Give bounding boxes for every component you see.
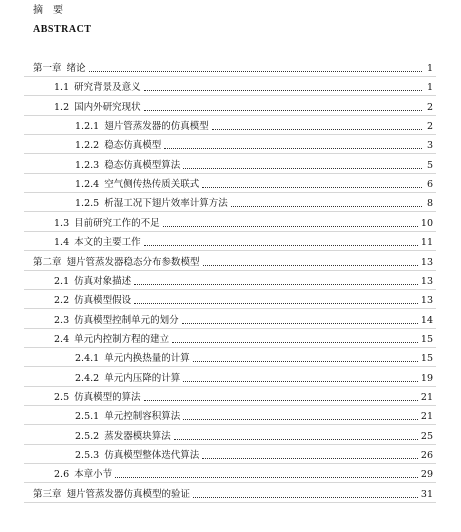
toc-leader-dots	[231, 205, 422, 207]
toc-leader-dots	[212, 128, 422, 130]
toc-entry[interactable]	[75, 448, 433, 462]
toc-leader-dots	[202, 457, 418, 459]
toc-entry[interactable]	[54, 100, 433, 114]
row-separator	[24, 95, 436, 96]
toc-entry[interactable]	[75, 119, 433, 133]
toc-entry-page: 2	[426, 102, 433, 113]
row-separator	[24, 153, 436, 154]
toc-entry-page: 31	[420, 489, 433, 500]
toc-entry-number: 2.4.1	[75, 353, 100, 364]
toc-leader-dots	[172, 341, 418, 343]
toc-entry[interactable]	[75, 429, 433, 443]
toc-entry-number: 2.1	[54, 276, 70, 287]
toc-entry-title: 国内外研究现状	[74, 102, 141, 113]
row-separator	[24, 76, 436, 77]
row-separator	[24, 328, 436, 329]
row-separator	[24, 502, 436, 503]
toc-entry-page: 8	[426, 198, 433, 209]
toc-entry-title: 翅片管蒸发器的仿真模型	[104, 121, 209, 132]
toc-entry-page: 5	[426, 160, 433, 171]
toc-entry[interactable]	[54, 80, 433, 94]
toc-entry-number: 1.2	[54, 102, 70, 113]
toc-entry[interactable]	[54, 274, 433, 288]
toc-leader-dots	[134, 283, 418, 285]
toc-leader-dots	[89, 70, 422, 72]
toc-entry-page: 6	[426, 179, 433, 190]
row-separator	[24, 424, 436, 425]
row-separator	[24, 463, 436, 464]
toc-entry-number: 2.5.2	[75, 431, 100, 442]
toc-entry-number: 第一章	[33, 63, 62, 74]
toc-entry-title: 研究背景及意义	[74, 82, 141, 93]
toc-leader-dots	[144, 399, 418, 401]
toc-leader-dots	[144, 109, 422, 111]
row-separator	[24, 366, 436, 367]
toc-entry-title: 仿真模型控制单元的划分	[74, 315, 179, 326]
toc-entry-page: 15	[420, 334, 433, 345]
row-separator	[24, 289, 436, 290]
toc-entry-page: 1	[426, 63, 433, 74]
toc-entry-number: 2.4.2	[75, 373, 100, 384]
toc-leader-dots	[193, 360, 418, 362]
toc-entry-number: 1.1	[54, 82, 70, 93]
toc-entry[interactable]	[54, 216, 433, 230]
row-separator	[24, 347, 436, 348]
toc-leader-dots	[183, 418, 418, 420]
toc-entry-number: 2.4	[54, 334, 70, 345]
toc-entry-page: 21	[420, 411, 433, 422]
toc-entry[interactable]	[33, 487, 433, 501]
toc-leader-dots	[183, 380, 418, 382]
toc-entry[interactable]	[75, 177, 433, 191]
toc-leader-dots	[202, 186, 422, 188]
toc-entry-page: 10	[420, 218, 433, 229]
toc-entry-page: 1	[426, 82, 433, 93]
toc-entry-page: 29	[420, 469, 433, 480]
toc-entry-title: 仿真对象描述	[74, 276, 132, 287]
abstract-en-heading: ABSTRACT	[33, 24, 92, 35]
row-separator	[24, 134, 436, 135]
toc-entry-number: 1.2.3	[75, 160, 100, 171]
toc-entry-number: 2.2	[54, 295, 70, 306]
toc-leader-dots	[134, 302, 418, 304]
row-separator	[24, 405, 436, 406]
toc-entry-title: 蒸发器模块算法	[104, 431, 171, 442]
toc-entry-number: 1.2.5	[75, 198, 100, 209]
row-separator	[24, 386, 436, 387]
toc-entry[interactable]	[54, 313, 433, 327]
toc-entry[interactable]	[54, 390, 433, 404]
toc-entry-title: 仿真模型的算法	[74, 392, 141, 403]
row-separator	[24, 482, 436, 483]
row-separator	[24, 211, 436, 212]
toc-entry-page: 13	[420, 295, 433, 306]
toc-leader-dots	[163, 225, 418, 227]
toc-leader-dots	[182, 322, 418, 324]
toc-entry-number: 1.4	[54, 237, 70, 248]
row-separator	[24, 231, 436, 232]
toc-entry-title: 单元内压降的计算	[104, 373, 181, 384]
toc-entry[interactable]	[75, 138, 433, 152]
toc-entry-page: 26	[420, 450, 433, 461]
toc-entry[interactable]	[54, 293, 433, 307]
toc-entry-title: 绪论	[66, 63, 86, 74]
toc-leader-dots	[203, 264, 418, 266]
row-separator	[24, 308, 436, 309]
toc-entry-number: 2.3	[54, 315, 70, 326]
toc-entry-number: 1.2.1	[75, 121, 100, 132]
row-separator	[24, 173, 436, 174]
row-separator	[24, 444, 436, 445]
toc-entry[interactable]	[54, 332, 433, 346]
toc-entry-number: 2.6	[54, 469, 70, 480]
toc-entry-title: 翅片管蒸发器稳态分布参数模型	[66, 257, 200, 268]
row-separator	[24, 270, 436, 271]
toc-entry-title: 目前研究工作的不足	[74, 218, 160, 229]
toc-entry-title: 仿真模型假设	[74, 295, 132, 306]
toc-entry-number: 1.2.2	[75, 140, 100, 151]
toc-entry-number: 2.5	[54, 392, 70, 403]
toc-entry-title: 稳态仿真模型算法	[104, 160, 181, 171]
toc-leader-dots	[174, 438, 418, 440]
toc-entry-page: 13	[420, 257, 433, 268]
toc-entry-number: 1.2.4	[75, 179, 100, 190]
abstract-cn-heading: 摘 要	[33, 5, 63, 16]
toc-entry-title: 本文的主要工作	[74, 237, 141, 248]
toc-leader-dots	[144, 89, 422, 91]
row-separator	[24, 192, 436, 193]
toc-entry-title: 单元内控制方程的建立	[74, 334, 170, 345]
toc-entry-page: 19	[420, 373, 433, 384]
toc-leader-dots	[183, 167, 422, 169]
toc-entry-title: 本章小节	[74, 469, 113, 480]
toc-entry-page: 14	[420, 315, 433, 326]
toc-entry[interactable]	[54, 467, 433, 481]
toc-entry-number: 第二章	[33, 257, 62, 268]
toc-entry[interactable]	[75, 196, 433, 210]
toc-entry-title: 析湿工况下翅片效率计算方法	[104, 198, 228, 209]
toc-entry-page: 15	[420, 353, 433, 364]
toc-entry-number: 2.5.3	[75, 450, 100, 461]
toc-entry-title: 单元控制容积算法	[104, 411, 181, 422]
toc-entry-page: 2	[426, 121, 433, 132]
toc-leader-dots	[144, 244, 418, 246]
toc-entry-title: 空气侧传热传质关联式	[104, 179, 200, 190]
toc-entry-title: 单元内换热量的计算	[104, 353, 190, 364]
toc-entry-title: 翅片管蒸发器仿真模型的验证	[66, 489, 191, 500]
toc-entry-page: 25	[420, 431, 433, 442]
toc-entry-title: 稳态仿真模型	[104, 140, 162, 151]
toc-entry-number: 2.5.1	[75, 411, 100, 422]
toc-entry[interactable]	[54, 235, 433, 249]
toc-entry[interactable]	[75, 371, 433, 385]
toc-leader-dots	[193, 496, 418, 498]
toc-entry-number: 1.3	[54, 218, 70, 229]
toc-entry-page: 21	[420, 392, 433, 403]
toc-entry[interactable]	[75, 351, 433, 365]
row-separator	[24, 250, 436, 251]
toc-entry-number: 第三章	[33, 489, 62, 500]
toc-entry-page: 3	[426, 140, 433, 151]
toc-leader-dots	[164, 147, 422, 149]
toc-entry[interactable]	[33, 255, 433, 269]
toc-entry[interactable]	[33, 61, 433, 75]
toc-entry[interactable]	[75, 158, 433, 172]
toc-entry-page: 13	[420, 276, 433, 287]
toc-leader-dots	[115, 476, 418, 478]
toc-entry[interactable]	[75, 409, 433, 423]
row-separator	[24, 115, 436, 116]
toc-entry-title: 仿真模型整体迭代算法	[104, 450, 200, 461]
toc-entry-page: 11	[420, 237, 433, 248]
